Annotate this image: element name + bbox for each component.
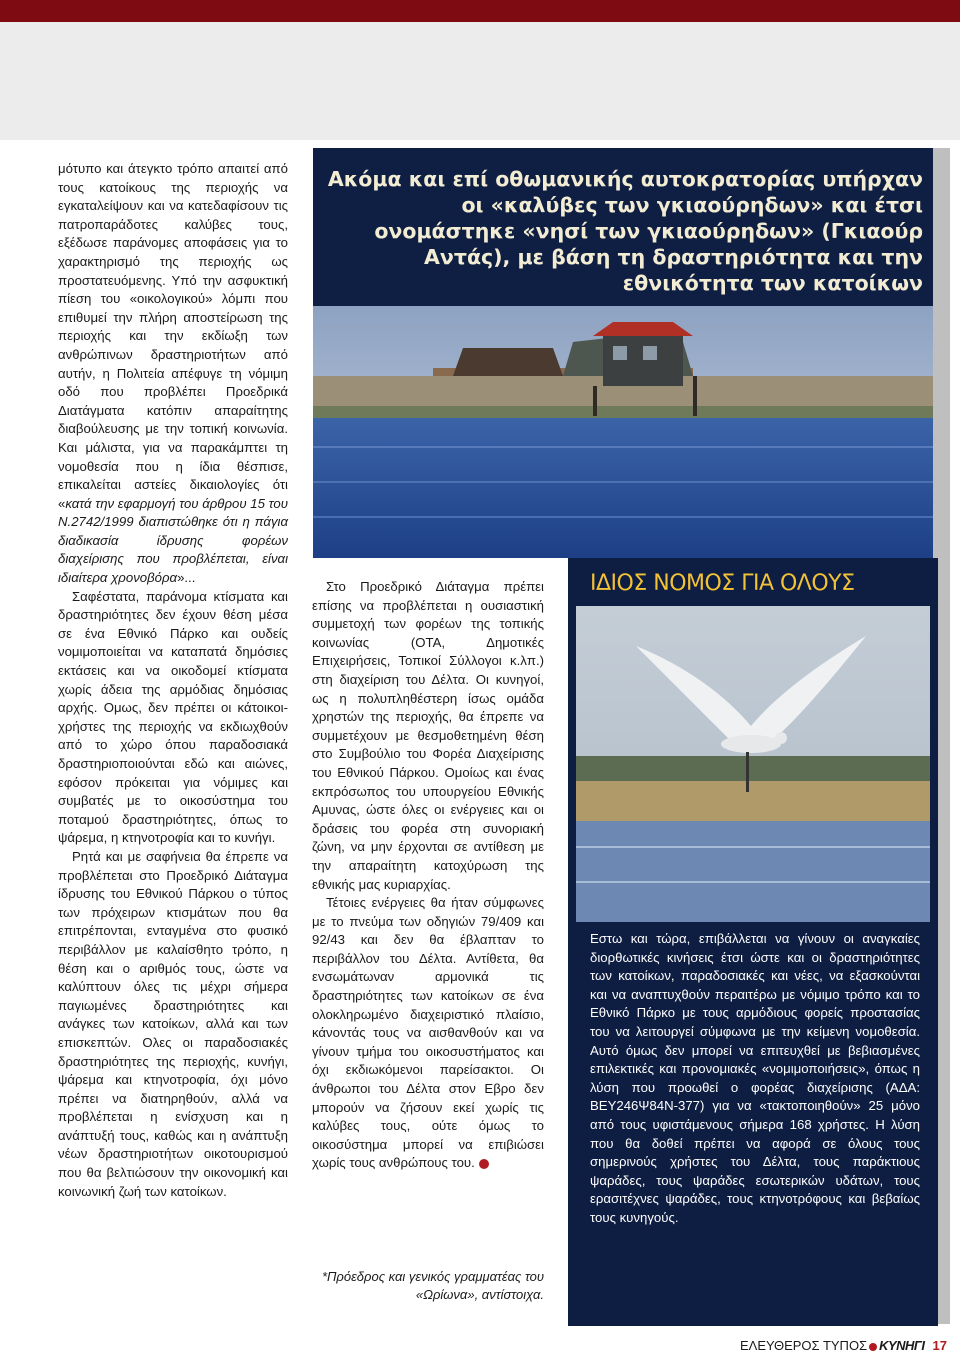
headline-photo-box [313, 148, 933, 558]
paragraph-text: Η λύση που θα δοθεί πρέπει να αφορά σε όλους τους σημερινούς χρήστες του Δέλτα, τους παράκτιους ψαράδες, τους ψαράδες εσωτερικών υδάτων, τους ερασιτέχνες ψαράδες, τους κτηνοτρόφους και βεβαίως τους κυνηγούς. [590, 1116, 921, 1225]
paragraph [590, 930, 920, 1228]
paragraph-text: Εστω και τώρα, επιβάλλεται να γίνουν οι αναγκαίες διορθωτικές κινήσεις έτσι ώστε και οι δραστηριότητες των κατοίκων, παραδοσιακές και νέες, να εξασκούνται και να αναπτυχθούν περαιτέρω με νόμιμο τρόπο και το Εθνικό Πάρκο με τους αρμόδιους φορείς προστασίας του να λειτουργεί σύμφωνα με την κείμενη νομοθεσία. Αυτό όμως δεν μπορεί να επιτευχθεί με βεβιασμένες επιλεκτικές και προνομιακές «νομιμοποιήσεις», όπως η λύση που προωθεί ο φορέας διαχείρισης (ΑΔΑ: ΒΕΥ246Ψ84Ν-377) για να «τακτοποιηθούν» 25 μόνο από τους υφιστάμενους σήμερα 168 χρήστες. [590, 931, 920, 1132]
page-number: 17 [932, 1338, 947, 1353]
article-column-1 [58, 160, 288, 1201]
paragraph-text: Τέτοιες ενέργειες θα ήταν σύμφωνες με το πνεύμα των οδηγιών 79/409 και 92/43 και δεν θα έβλαπταν το περιβάλλον του Δέλτα. Αντίθετα, θα ενσωμάτωναν αρμονικά τις δραστηριότητες των κατοίκων σε ένα ολοκληρωμένο διαχειριστικό πλαίσιο, κάνοντάς τους να αισθανθούν και να γίνουν τμήμα του οικοσυστήματος και όχι εκδιωκόμενοι παρείσακτοι. Οι άνθρωποι του Δέλτα στον Εβρο δεν μπορούν να ζήσουν εκεί χωρίς τις καλύβες τους, ούτε όμως το οικοσύστημα μπορεί να επιβιώσει χωρίς τους ανθρώπους του. [312, 895, 544, 1171]
sidebar-text [590, 930, 920, 1228]
author-footnote: *Πρόεδρος και γενικός γραμματέας του «Ωρίωνα», αντίστοιχα. [321, 1269, 544, 1302]
paragraph: Σαφέστατα, παράνομα κτίσματα και δραστηριότητες δεν έχουν θέση μέσα σε ένα Εθνικό Πάρκο και ουδείς νομιμοποιείται να καταπατά δημόσιες εκτάσεις και να οικοδομεί κτίσματα χωρίς άδεια της αρμόδιας δημόσιας αρχής. Ομως, δεν πρέπει οι κάτοικοι-χρήστες της περιοχής να εκδιωχθούν από το χώρο όπου παραδοσιακά δραστηριοποιούνται εδώ και αιώνες, εφόσον πρόκειται για νόμιμες και συμβατές με το οικοσύστημα του ποταμού δραστηριότητες, όπως το ψάρεμα, η κτηνοτροφία και το κυνήγι. [58, 588, 288, 846]
paragraph: Ρητά και με σαφήνεια θα έπρεπε να προβλέπεται στο Προεδρικό Διάταγμα ίδρυσης του Εθνικού Πάρκου ο τύπος των πρόχειρων κτισμάτων που θα επιτρέπονται, ενταγμένα στο φυσικό περιβάλλον με καλαίσθητο τρόπο, η θέση και ο αριθμός τους, ώστε να καλύπτουν όλες τις μέχρι σήμερα παγιωμένες δραστηριότητες και ανάγκες των κατοίκων, αλλά και των επισκεπτών. Ολες οι παραδοσιακές δραστηριότητες της περιοχής, κυνήγι, ψάρεμα και κτηνοτροφία, όχι μόνο πρέπει να διατηρηθούν, αλλά να προβλέπεται η ενίσχυση και η ανάπτυξή τους, καθώς και η ανάπτυξη νέων δραστηριοτήτων οικοτουρισμού που θα βελτιώσουν την οικονομική και κοινωνική ζωή των κατοίκων. [58, 848, 288, 1199]
seagull-photo [576, 606, 930, 922]
section-brand: ΚΥΝΗΓΙ [879, 1338, 925, 1353]
quote-text: κατά την εφαρμογή του άρθρου 15 του Ν.2742/1999 διαπιστώθηκε ότι η πάγια διαδικασία ίδρυσης φορέων διαχείρισης που προβλέπεται, είναι ιδιαίτερα χρονοβόρα [58, 495, 288, 586]
magazine-name: ΕΛΕΥΘΕΡΟΣ ΤΥΠΟΣ [740, 1338, 868, 1353]
paragraph-text: »... [177, 570, 196, 586]
top-color-bar [0, 0, 960, 22]
end-mark-icon [479, 1159, 489, 1169]
sidebar-box [568, 558, 938, 1326]
huts-on-river-photo [313, 306, 933, 558]
bullet-icon [869, 1343, 877, 1351]
sidebar-title: ΙΔΙΟΣ ΝΟΜΟΣ ΓΙΑ ΟΛΟΥΣ [590, 571, 855, 596]
page-footer [740, 1338, 947, 1353]
box-shadow [938, 148, 950, 1324]
header-band [0, 22, 960, 140]
paragraph [312, 894, 544, 1173]
article-column-2 [312, 578, 544, 1173]
paragraph [58, 160, 288, 588]
paragraph-text: μότυπο και άτεγκτο τρόπο απαιτεί από τους κατοίκους της περιοχής να εγκαταλείψουν και να κατεδαφίσουν τις πατροπαράδοτες καλύβες τους, εξέδωσε παράνομες αποφάσεις για το χαρακτηρισμό της περιοχής ως προστατευόμενης. Υπό την ασφυκτική πίεση του «οικολογικού» λόμπι που επιθυμεί την πλήρη αποστείρωση της περιοχής και την εκδίωξη των ανθρώπινων δραστηριοτήτων από αυτήν, η Πολιτεία απέφυγε τη νόμιμη οδό που προβλέπει Προεδρικά Διατάγματα κατόπιν απαραίτητης διαβούλευσης με την τοπική κοινωνία. Και μάλιστα, για να παρακάμπτει τη νομοθεσία που η ίδια θέσπισε, επικαλείται αστείες δικαιολογίες ότι « [58, 161, 288, 511]
pull-quote-headline: Ακόμα και επί οθωμανικής αυτοκρατορίας υπήρχαν οι «καλύβες των γκιαούρηδων» και έτσι ονομάστηκε «νησί των γκιαούρηδων» (Γκιαούρ Αντάς), με βάση τη δραστηριότητα και την εθνικότητα των κατοίκων [327, 167, 923, 295]
paragraph: Στο Προεδρικό Διάταγμα πρέπει επίσης να προβλέπεται η ουσιαστική συμμετοχή των φορέων της τοπικής κοινωνίας (ΟΤΑ, Δημοτικές Επιχειρήσεις, Τοπικοί Σύλλογοι κ.λπ.) στη διαχείριση του Δέλτα. Οι κυνηγοί, ως η πολυπληθέστερη ίσως ομάδα χρηστών της περιοχής, θα έπρεπε να συμμετέχουν με θεσμοθετημένη θέση στο Συμβούλιο του Φορέα Διαχείρισης του Εθνικού Πάρκου. Ομοίως και ένας εκπρόσωπος του υπουργείου Εθνικής Αμυνας, ώστε όλες οι ενέργειες και οι δράσεις του φορέα στη συνοριακή ζώνη, να μην έρχονται σε αντίθεση με την απαραίτητη κατοχύρωση της εθνικής μας κυριαρχίας. [312, 579, 544, 892]
